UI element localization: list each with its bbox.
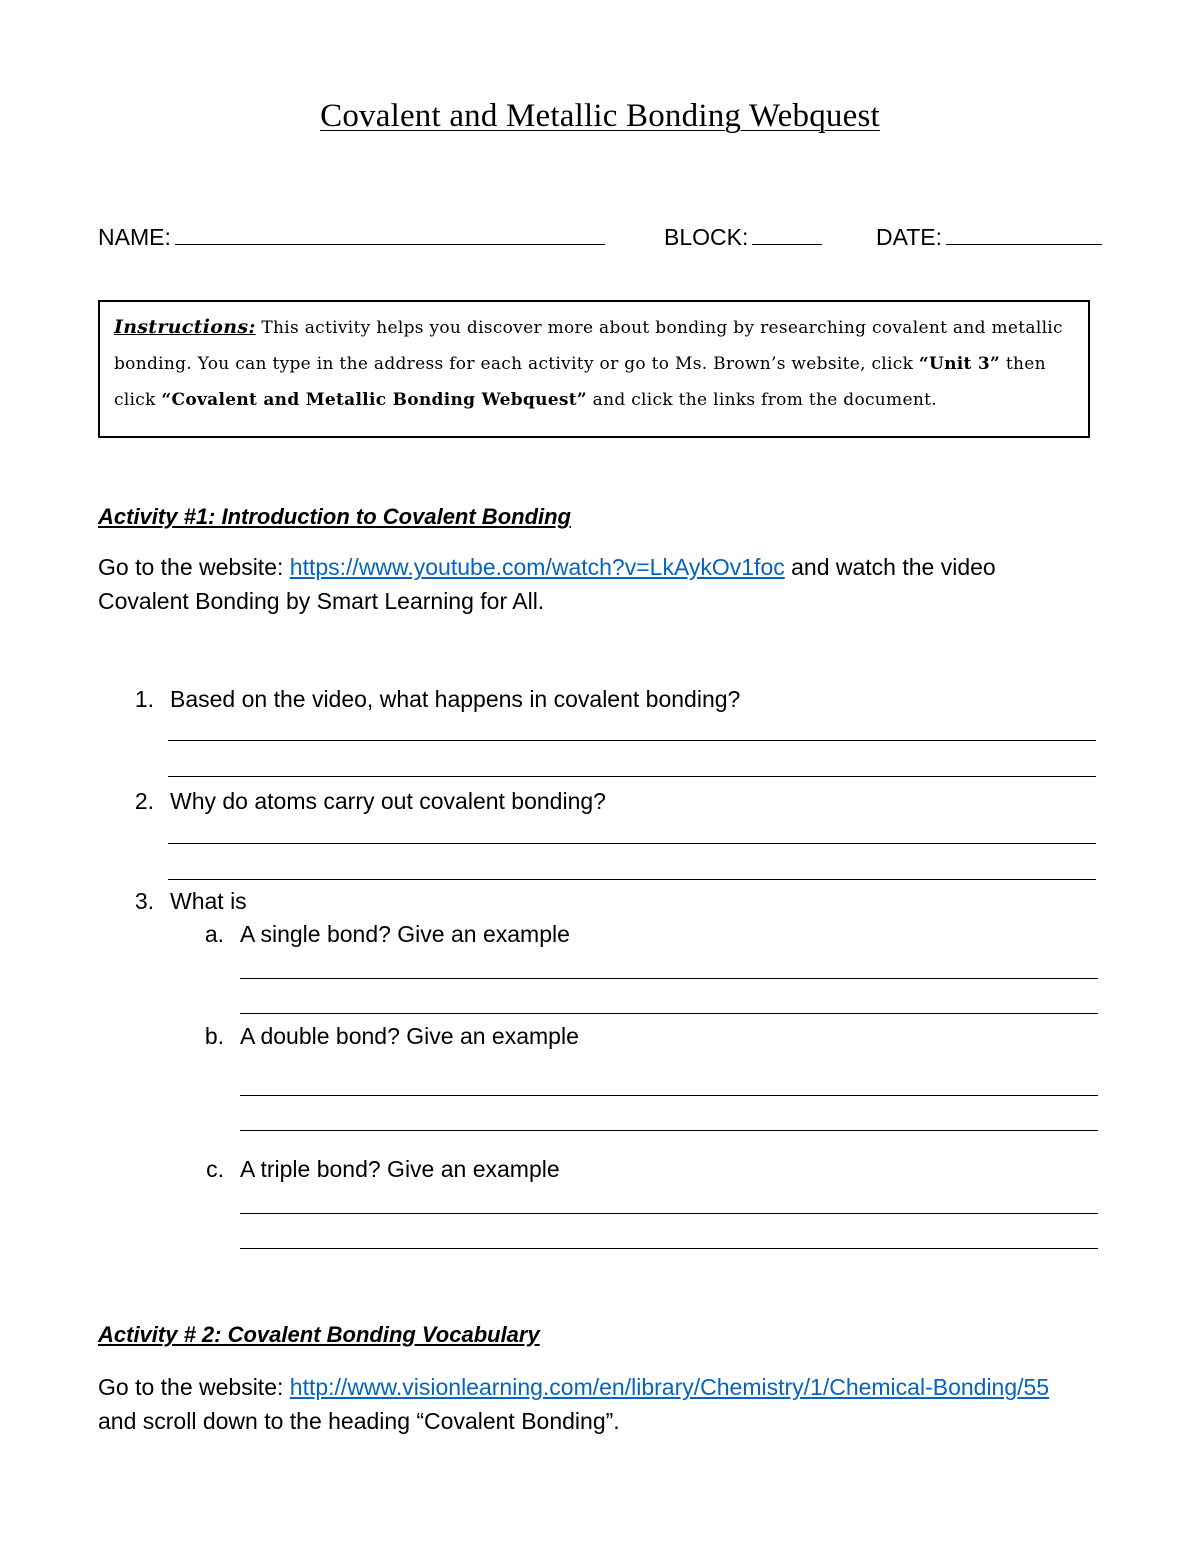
question-3c-text: A triple bond? Give an example [240,1156,560,1182]
instructions-text [114,309,1080,418]
date-blank[interactable] [946,226,1102,245]
activity-2-intro [98,1370,1138,1438]
question-3-text: What is [170,888,247,914]
name-blank[interactable] [175,226,605,245]
answer-line[interactable] [240,1013,1098,1014]
name-label: NAME: [98,224,171,250]
page-title: Covalent and Metallic Bonding Webquest [320,98,880,134]
instructions-unit-3: “Unit 3” [918,354,1001,374]
answer-line[interactable] [240,1248,1098,1249]
answer-line[interactable] [168,843,1096,844]
name-field[interactable] [98,224,605,251]
block-label: BLOCK: [664,224,749,250]
question-3b-letter: b. [204,1023,224,1049]
visionlearning-link[interactable]: http://www.visionlearning.com/en/library/Chemistry/1/Chemical-Bonding/55 [289,1374,1050,1400]
answer-line[interactable] [240,1213,1098,1214]
question-3b-text: A double bond? Give an example [240,1023,579,1049]
instructions-body-3: and click the links from the document. [586,390,937,410]
question-2-number: 2. [134,788,154,814]
instructions-webquest-name: “Covalent and Metallic Bonding Webquest” [161,390,587,410]
instructions-body-2: then click [114,354,1046,410]
question-1-text: Based on the video, what happens in covalent bonding? [170,686,741,712]
answer-line[interactable] [168,879,1096,880]
answer-line[interactable] [240,1130,1098,1131]
activity-1-intro [98,550,1098,618]
question-1-number: 1. [134,686,154,712]
block-blank[interactable] [752,226,822,245]
instructions-label: Instructions: [114,316,256,338]
answer-line[interactable] [240,978,1098,979]
answer-line[interactable] [168,776,1096,777]
question-3a-letter: a. [204,921,224,947]
youtube-link[interactable]: https://www.youtube.com/watch?v=LkAykOv1foc [289,554,785,580]
answer-line[interactable] [240,1095,1098,1096]
activity-1-intro-suffix: and watch the video [784,554,996,580]
answer-line[interactable] [168,740,1096,741]
activity-2-intro-prefix: Go to the website: [98,1374,290,1400]
activity-1-heading: Activity #1: Introduction to Covalent Bonding [98,504,571,529]
date-field[interactable] [876,224,1102,251]
question-2-text: Why do atoms carry out covalent bonding? [170,788,606,814]
activity-2-heading: Activity # 2: Covalent Bonding Vocabulary [98,1322,540,1347]
activity-1-intro-prefix: Go to the website: [98,554,290,580]
date-label: DATE: [876,224,943,250]
question-3a-text: A single bond? Give an example [240,921,570,947]
instructions-body-1: This activity helps you discover more about bonding by researching covalent and metallic bonding. You can type in the address for each activity or go to Ms. Brown’s website, click [114,318,1063,374]
question-3-number: 3. [134,888,154,914]
activity-1-intro-line2: Covalent Bonding by Smart Learning for All. [98,588,545,614]
block-field[interactable] [664,224,822,251]
activity-2-intro-line2: and scroll down to the heading “Covalent Bonding”. [98,1408,620,1434]
question-3c-letter: c. [206,1156,224,1182]
